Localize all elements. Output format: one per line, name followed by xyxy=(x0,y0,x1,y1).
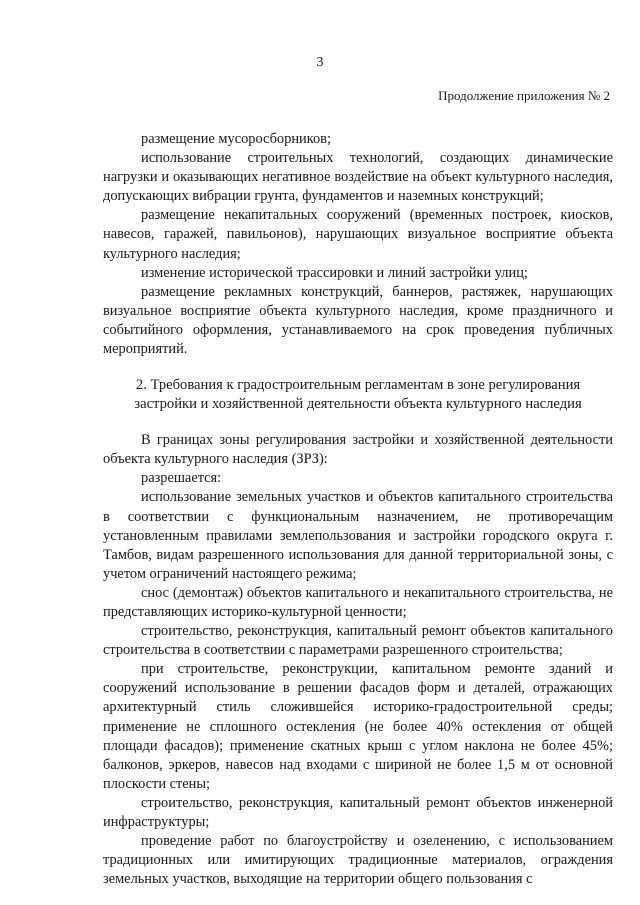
paragraph: проведение работ по благоустройству и озеленению, с использованием традиционных или имитирующих традиционные материалов, ограждения земельных участков, выходящие на территории общего пользования с xyxy=(103,833,613,888)
paragraph: строительство, реконструкция, капитальный ремонт объектов инженерной инфраструктуры; xyxy=(103,794,613,830)
paragraph: В границах зоны регулирования застройки и хозяйственной деятельности объекта культурного наследия (ЗРЗ): xyxy=(103,432,613,468)
paragraph: снос (демонтаж) объектов капитального и некапитального строительства, не представляющих историко-культурной ценности; xyxy=(103,584,613,620)
paragraph: строительство, реконструкция, капитальный ремонт объектов капитального строительства в соответствии с параметрами разрешенного строительства; xyxy=(103,623,613,659)
paragraph: использование строительных технологий, создающих динамические нагрузки и оказывающих негативное воздействие на объект культурного наследия, допускающих вибрации грунта, фундаментов и наземных конструкций; xyxy=(103,150,613,205)
paragraph: изменение исторической трассировки и линий застройки улиц; xyxy=(141,264,528,281)
paragraph: использование земельных участков и объектов капитального строительства в соответствии с функциональным назначением, не противоречащим установленным правилами землепользования и застройки городского округа г. Тамбов, видам разрешенного использования для данной территориальной зоны, с учетом ограничений настоящего режима; xyxy=(103,489,613,582)
paragraph: размещение рекламных конструкций, баннеров, растяжек, нарушающих визуальное восприятие объекта культурного наследия, кроме праздничного и событийного оформления, устанавливаемого на срок проведения публичных мероприятий. xyxy=(103,283,613,358)
appendix-continuation-note: Продолжение приложения № 2 xyxy=(438,88,610,103)
paragraph: разрешается: xyxy=(141,470,222,487)
paragraph: размещение мусоросборников; xyxy=(141,131,331,147)
document-body xyxy=(103,130,613,889)
paragraph: размещение некапитальных сооружений (временных построек, киосков, навесов, гаражей, павильонов), нарушающих визуальное восприятие объекта культурного наследия; xyxy=(103,207,613,262)
paragraph: при строительстве, реконструкции, капитальном ремонте зданий и сооружений использование в решении фасадов форм и деталей, отражающих архитектурный стиль сложившейся историко-градостроительной среды; применение не сплошного остекления (не более 40% остекления от общей площади фасадов); применение скатных крыш с углом наклона не более 45%; балконов, эркеров, навесов над входами с шириной не более 1,5 м от основной плоскости стены; xyxy=(103,661,613,792)
section-heading: 2. Требования к градостроительным регламентам в зоне регулирования застройки и хозяйственной деятельности объекта культурного наследия xyxy=(134,377,582,413)
page-number: 3 xyxy=(316,55,324,70)
